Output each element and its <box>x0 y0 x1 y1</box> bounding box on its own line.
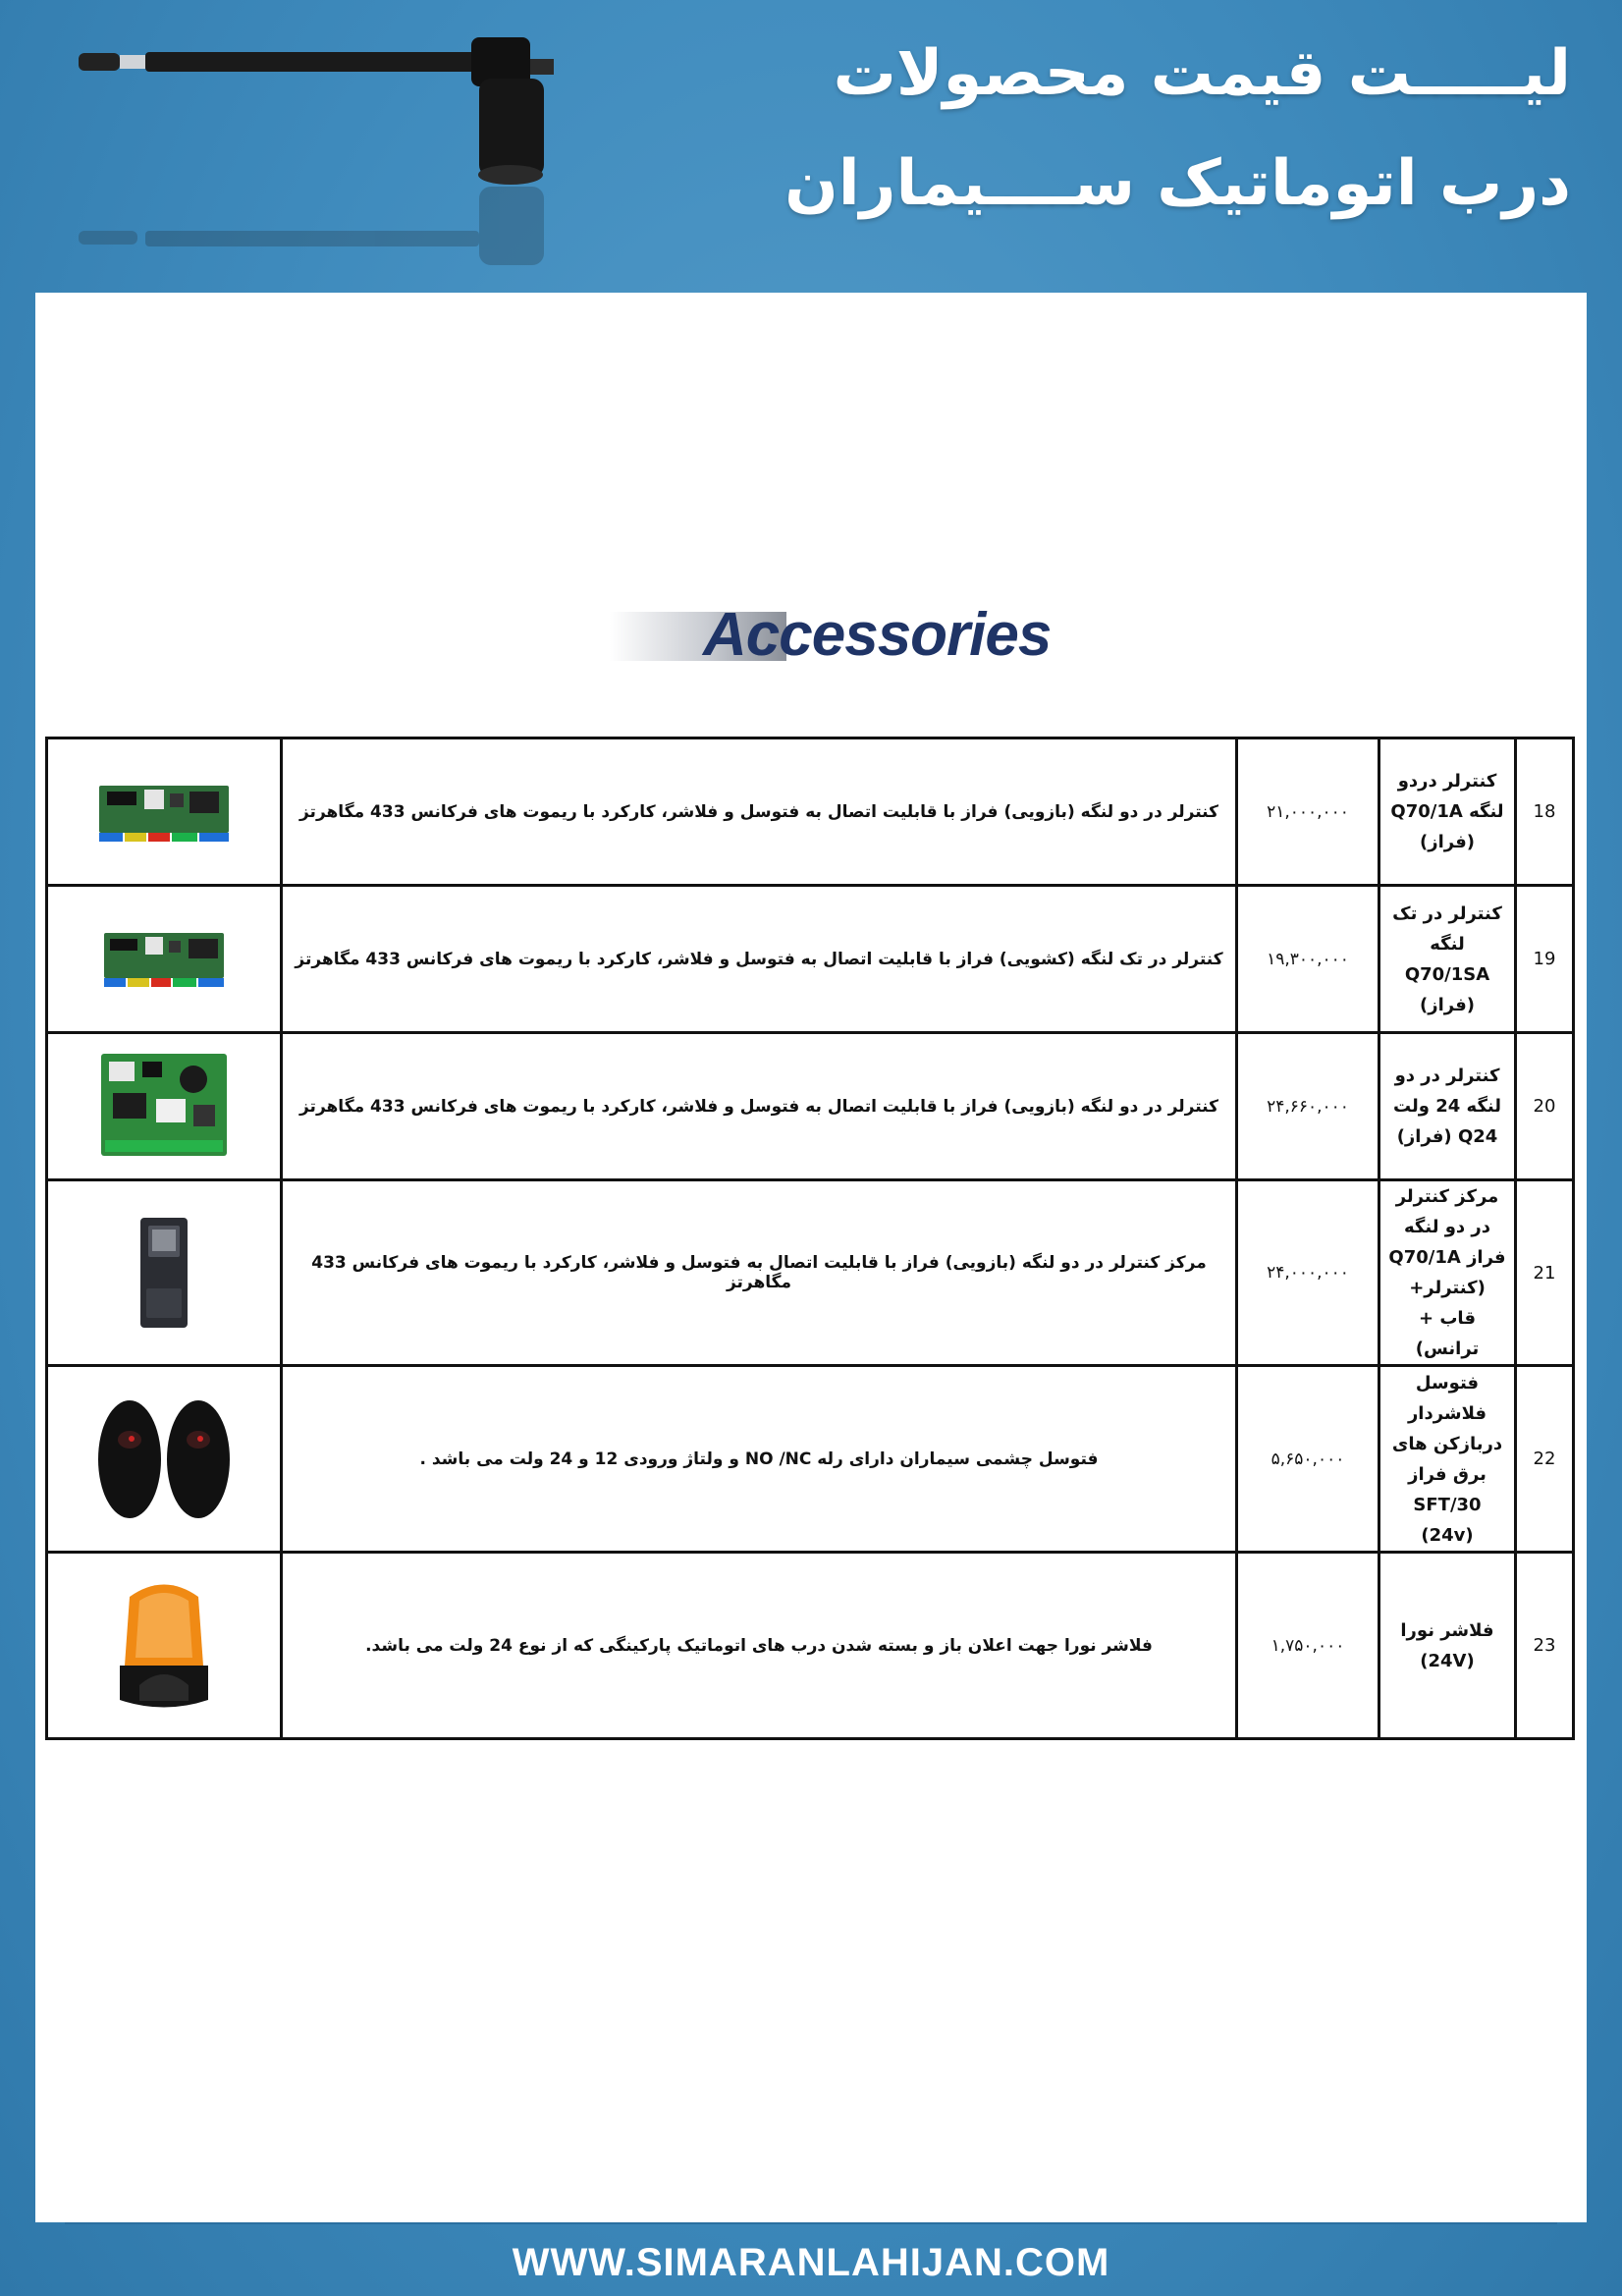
row-number: 20 <box>1516 1033 1574 1180</box>
header <box>0 0 1622 293</box>
table-row <box>47 1366 1574 1553</box>
product-image-cell <box>47 1553 282 1739</box>
table-row <box>47 1033 1574 1180</box>
control-box-image <box>135 1214 193 1332</box>
control-board-green-image <box>95 1050 233 1164</box>
product-description: مرکز کنترلر در دو لنگه (بازویی) فراز با قابلیت اتصال به فتوسل و فلاشر، کارکرد با ریموت های فرکانس 433 مگاهرتز <box>282 1180 1237 1366</box>
product-image-cell <box>47 1180 282 1366</box>
footer-divider <box>65 2222 1557 2224</box>
price-list-sheet <box>35 293 1587 2222</box>
table-row <box>47 738 1574 886</box>
footer-website: WWW.SIMARANLAHIJAN.COM <box>512 2241 1110 2284</box>
product-description: فتوسل چشمی سیماران دارای رله NO /NC و ولتاژ ورودی 12 و 24 ولت می باشد . <box>282 1366 1237 1553</box>
control-board-image <box>100 927 228 992</box>
product-name: مرکز کنترلر در دو لنگه فراز Q70/1A (کنترلر+ قاب + ترانس) <box>1379 1180 1516 1366</box>
product-image-cell <box>47 886 282 1033</box>
product-price: ۱,۷۵۰,۰۰۰ <box>1237 1553 1379 1739</box>
price-table <box>45 737 1575 1740</box>
product-image-cell <box>47 1366 282 1553</box>
photocell-image <box>90 1395 238 1523</box>
page-title-line2: درب اتوماتیک ســــیماران <box>784 147 1571 220</box>
product-name: کنترلر در تک لنگه Q70/1SA (فراز) <box>1379 886 1516 1033</box>
product-description: فلاشر نورا جهت اعلان باز و بسته شدن درب های اتوماتیک پارکینگی که از نوع 24 ولت می باشد. <box>282 1553 1237 1739</box>
flasher-image <box>110 1577 218 1715</box>
product-image-cell <box>47 738 282 886</box>
row-number: 21 <box>1516 1180 1574 1366</box>
section-heading <box>566 600 1076 669</box>
product-name: کنترلر در دو لنگه 24 ولت Q24 (فراز) <box>1379 1033 1516 1180</box>
product-name: فتوسل فلاشردار دربازکن های برق فراز SFT/30 (24v) <box>1379 1366 1516 1553</box>
product-name: فلاشر نورا (24V) <box>1379 1553 1516 1739</box>
product-price: ۲۴,۰۰۰,۰۰۰ <box>1237 1180 1379 1366</box>
table-row <box>47 886 1574 1033</box>
product-description: کنترلر در دو لنگه (بازویی) فراز با قابلیت اتصال به فتوسل و فلاشر، کارکرد با ریموت های فرکانس 433 مگاهرتز <box>282 1033 1237 1180</box>
section-title: Accessories <box>703 601 1052 669</box>
control-board-image <box>95 778 233 847</box>
row-number: 19 <box>1516 886 1574 1033</box>
product-name: کنترلر دردو لنگه Q70/1A (فراز) <box>1379 738 1516 886</box>
table-row <box>47 1553 1574 1739</box>
row-number: 22 <box>1516 1366 1574 1553</box>
product-price: ۲۴,۶۶۰,۰۰۰ <box>1237 1033 1379 1180</box>
table-row <box>47 1180 1574 1366</box>
product-price: ۵,۶۵۰,۰۰۰ <box>1237 1366 1379 1553</box>
product-description: کنترلر در دو لنگه (بازویی) فراز با قابلیت اتصال به فتوسل و فلاشر، کارکرد با ریموت های فرکانس 433 مگاهرتز <box>282 738 1237 886</box>
product-image-cell <box>47 1033 282 1180</box>
product-price: ۲۱,۰۰۰,۰۰۰ <box>1237 738 1379 886</box>
page-title-line1: لیـــــت قیمت محصولات <box>833 37 1571 110</box>
row-number: 18 <box>1516 738 1574 886</box>
row-number: 23 <box>1516 1553 1574 1739</box>
product-price: ۱۹,۳۰۰,۰۰۰ <box>1237 886 1379 1033</box>
product-description: کنترلر در تک لنگه (کشویی) فراز با قابلیت اتصال به فتوسل و فلاشر، کارکرد با ریموت های فرکانس 433 مگاهرتز <box>282 886 1237 1033</box>
gate-actuator-image <box>69 20 579 275</box>
